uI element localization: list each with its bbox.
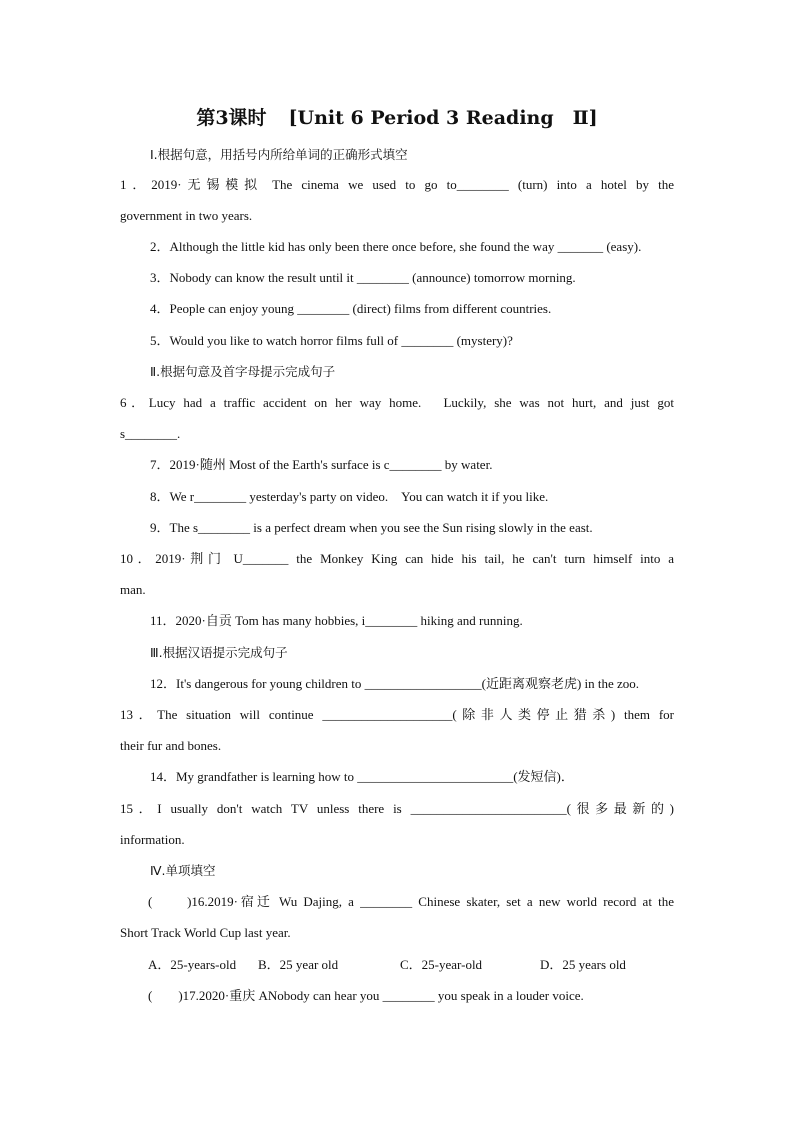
question-8: 8．We r________ yesterday's party on video. You can watch it if you like. <box>150 489 549 504</box>
question-15-line-1: 15．I usually don't watch TV unless there is ________________________(很多最新的) <box>120 801 674 816</box>
question-2: 2．Although the little kid has only been there once before, she found the way _______ (easy). <box>150 239 642 254</box>
option-a: A．25-years-old <box>148 957 237 972</box>
question-10-line-2: man. <box>120 582 146 597</box>
question-6-line-2: s________. <box>120 426 181 441</box>
question-7: 7．2019·随州 Most of the Earth's surface is c________ by water. <box>150 457 493 472</box>
option-b: B．25 year old <box>258 957 339 972</box>
section-heading-3: Ⅲ.根据汉语提示完成句子 <box>150 645 288 660</box>
section-heading-1: Ⅰ.根据句意，用括号内所给单词的正确形式填空 <box>150 147 408 162</box>
question-16-options <box>148 955 626 975</box>
title-unit: [Unit 6 Period 3 Reading Ⅱ] <box>288 107 598 129</box>
title-lesson: 第3课时 <box>196 107 267 129</box>
question-6-line-1: 6．Lucy had a traffic accident on her way home. Luckily, she was not hurt, and just got <box>120 395 674 410</box>
question-10-line-1: 10．2019·荆门 U_______ the Monkey King can hide his tail, he can't turn himself into a <box>120 551 674 566</box>
question-9: 9．The s________ is a perfect dream when you see the Sun rising slowly in the east. <box>150 520 593 535</box>
question-3: 3．Nobody can know the result until it ________ (announce) tomorrow morning. <box>150 270 576 285</box>
question-17: ( )17.2020·重庆 ANobody can hear you ________ you speak in a louder voice. <box>148 988 584 1003</box>
section-heading-4: Ⅳ.单项填空 <box>150 863 216 878</box>
question-4: 4．People can enjoy young ________ (direct) films from different countries. <box>150 301 552 316</box>
question-14: 14．My grandfather is learning how to ________________________(发短信)． <box>150 769 574 784</box>
question-11: 11．2020·自贡 Tom has many hobbies, i________ hiking and running. <box>150 613 523 628</box>
question-1-line-2: government in two years. <box>120 208 253 223</box>
question-13-line-1: 13．The situation will continue ____________________(除非人类停止猎杀) them for <box>120 707 674 722</box>
question-15-line-2: information. <box>120 832 185 847</box>
question-5: 5．Would you like to watch horror films full of ________ (mystery)? <box>150 333 513 348</box>
section-heading-2: Ⅱ.根据句意及首字母提示完成句子 <box>150 364 336 379</box>
page-title <box>0 104 794 132</box>
question-1-line-1: 1．2019·无锡模拟 The cinema we used to go to________ (turn) into a hotel by the <box>120 177 674 192</box>
question-16-line-1: ( )16.2019·宿迁 Wu Dajing, a ________ Chinese skater, set a new world record at the <box>148 894 674 909</box>
question-12: 12．It's dangerous for young children to __________________(近距离观察老虎) in the zoo. <box>150 676 640 691</box>
question-13-line-2: their fur and bones. <box>120 738 222 753</box>
option-d: D．25 years old <box>540 957 626 972</box>
question-16-line-2: Short Track World Cup last year. <box>120 925 291 940</box>
option-c: C．25-year-old <box>400 957 483 972</box>
